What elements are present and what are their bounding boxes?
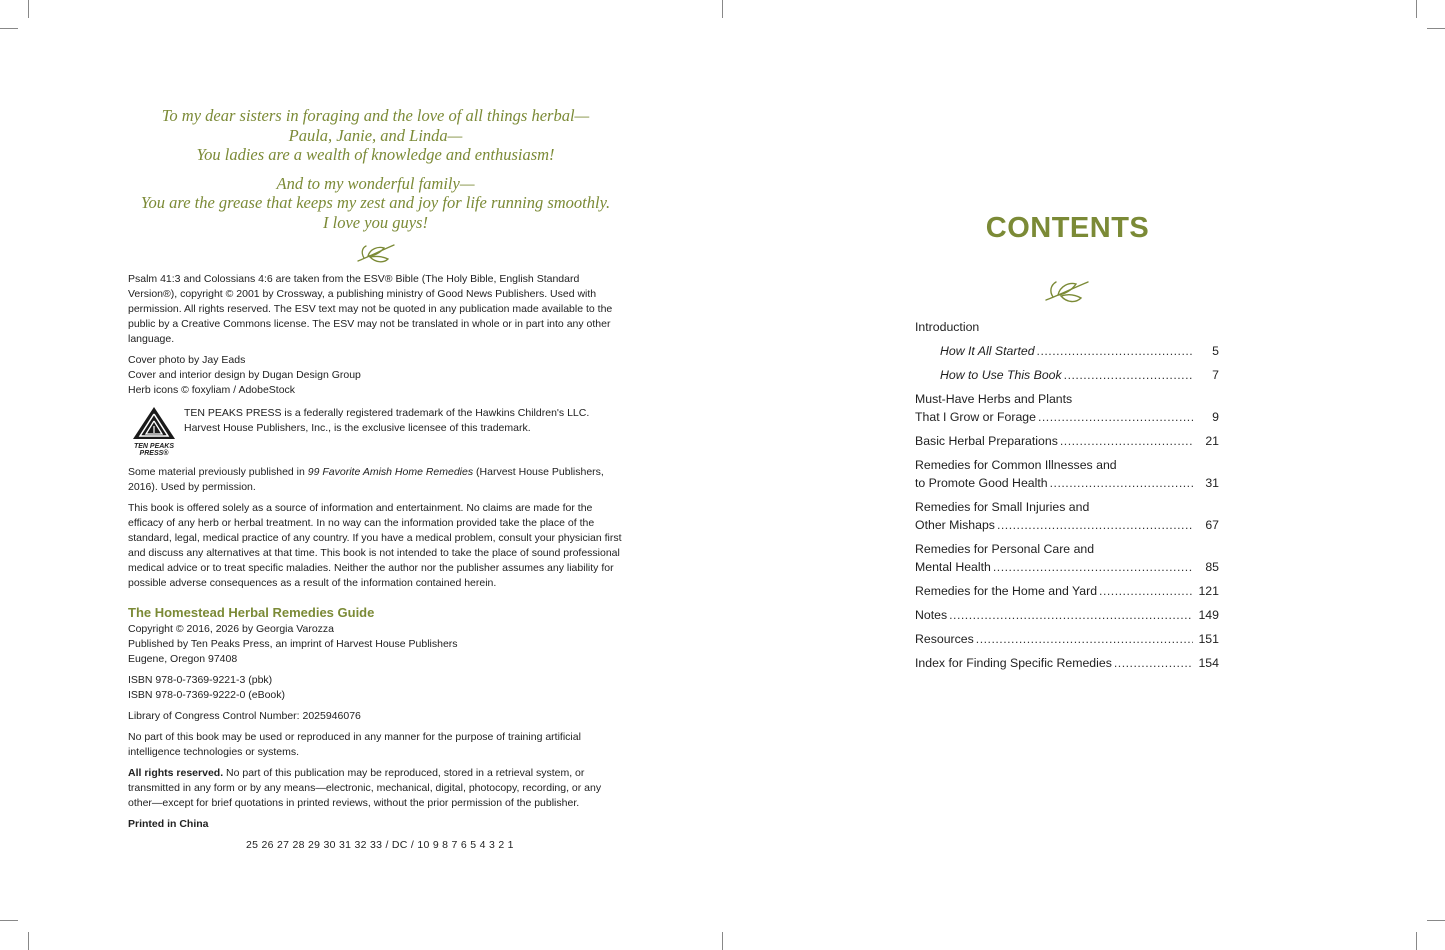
toc-page-number: 149 xyxy=(1198,608,1219,622)
trademark-block xyxy=(128,406,623,457)
toc-line xyxy=(915,474,1219,492)
toc-line xyxy=(915,516,1219,534)
credit-line: Herb icons © foxyliam / AdobeStock xyxy=(128,384,296,396)
toc-line xyxy=(940,366,1219,384)
toc-entry[interactable] xyxy=(915,630,1219,648)
toc-leader-dots xyxy=(949,606,1193,624)
dedication-line: Paula, Janie, and Linda— xyxy=(288,125,463,145)
toc-entry-title: Other Mishaps xyxy=(915,518,995,532)
publication-info xyxy=(128,622,623,667)
dedication-line: I love you guys! xyxy=(323,212,428,232)
toc-page-number: 67 xyxy=(1205,518,1219,532)
toc-entry[interactable] xyxy=(915,540,1219,576)
rights-bold: All rights reserved. xyxy=(128,767,224,779)
dedication-line: To my dear sisters in foraging and the love of all things herbal— xyxy=(161,106,590,125)
copyright-page xyxy=(128,272,623,853)
toc-entry-title: Introduction xyxy=(915,320,980,334)
toc-page-number: 5 xyxy=(1212,344,1219,358)
toc-leader-dots xyxy=(1060,432,1193,450)
toc-entry[interactable] xyxy=(915,654,1219,672)
toc-page-number: 7 xyxy=(1212,368,1219,382)
crop-mark xyxy=(1416,932,1417,950)
dedication-line: And to my wonderful family— xyxy=(276,173,475,193)
dedication xyxy=(128,106,623,265)
toc-line xyxy=(915,456,1219,474)
toc-entry[interactable] xyxy=(915,318,1219,336)
crop-mark xyxy=(0,28,18,29)
toc-line xyxy=(940,342,1219,360)
scripture-notice: Psalm 41:3 and Colossians 4:6 are taken from the ESV® Bible (The Holy Bible, English Standard Version®), copyright © 2001 by Crossway, a publishing ministry of Good News Publishers. Used with permission. All rights reserved. The ESV text may not be quoted in any publication made available to the public by a Creative Commons license. The ESV may not be translated in whole or in part into any other language. xyxy=(128,273,613,345)
dedication-paragraph xyxy=(128,106,623,165)
toc-leader-dots xyxy=(1114,654,1193,672)
toc-entry[interactable] xyxy=(915,366,1219,384)
previous-publication-notice xyxy=(128,465,623,495)
toc-leader-dots xyxy=(1038,408,1193,426)
credit-line: Cover photo by Jay Eads xyxy=(128,354,246,366)
crop-mark xyxy=(1416,0,1417,18)
toc-entry[interactable] xyxy=(915,606,1219,624)
toc-page-number: 154 xyxy=(1198,656,1219,670)
lccn: Library of Congress Control Number: 2025946076 xyxy=(128,710,361,722)
toc-leader-dots xyxy=(976,630,1193,648)
toc-line xyxy=(915,582,1219,600)
rights-notice xyxy=(128,766,623,811)
toc-entry[interactable] xyxy=(915,342,1219,360)
trademark-line: TEN PEAKS PRESS is a federally registered trademark of the Hawkins Children's LLC. xyxy=(184,407,590,419)
toc-leader-dots xyxy=(1099,582,1193,600)
dedication-line: You are the grease that keeps my zest and joy for life running smoothly. xyxy=(140,193,611,212)
toc-entry-title: Resources xyxy=(915,632,974,646)
toc-page-number: 21 xyxy=(1205,434,1219,448)
crop-mark xyxy=(28,932,29,950)
toc-page-number: 151 xyxy=(1198,632,1219,646)
toc-page-number: 121 xyxy=(1198,584,1219,598)
trademark-line: Harvest House Publishers, Inc., is the exclusive licensee of this trademark. xyxy=(184,422,531,434)
herb-leaf-icon xyxy=(354,241,398,265)
crop-mark xyxy=(722,0,723,18)
toc-entry-title: Notes xyxy=(915,608,948,622)
crop-mark xyxy=(28,0,29,18)
logo-caption: TEN PEAKS PRESS® xyxy=(133,443,175,457)
toc-line xyxy=(915,606,1219,624)
contents-title: CONTENTS xyxy=(985,212,1150,244)
toc-line xyxy=(915,408,1219,426)
toc-leader-dots xyxy=(997,516,1193,534)
toc-entry[interactable] xyxy=(915,498,1219,534)
toc-entry-title: Index for Finding Specific Remedies xyxy=(915,656,1112,670)
isbn-line: ISBN 978-0-7369-9222-0 (eBook) xyxy=(128,689,286,701)
dedication-line: You ladies are a wealth of knowledge and enthusiasm! xyxy=(196,145,555,164)
printline: 25 26 27 28 29 30 31 32 33 / DC / 10 9 8 7 6 5 4 3 2 1 xyxy=(246,839,514,851)
publication-line: Eugene, Oregon 97408 xyxy=(128,653,238,665)
toc-line xyxy=(915,390,1219,408)
credits xyxy=(128,353,623,398)
toc-entry[interactable] xyxy=(915,456,1219,492)
herb-leaf-icon xyxy=(1043,276,1091,306)
toc-line xyxy=(915,318,1219,336)
toc-page-number: 85 xyxy=(1205,560,1219,574)
toc-leader-dots xyxy=(993,558,1193,576)
toc-line xyxy=(915,540,1219,558)
credit-line: Cover and interior design by Dugan Design Group xyxy=(128,369,361,381)
disclaimer: This book is offered solely as a source of information and entertainment. No claims are made for the efficacy of any herb or herbal treatment. In no way can the information provided take the place of the standard, legal, medical practice of any country. If you have a medical problem, consult your physician first and discuss any alternatives at that time. This book is not intended to take the place of sound professional medical advice or to treat specific maladies. Neither the author nor the publisher assumes any liability for possible adverse consequences as a result of the information contained herein. xyxy=(128,502,622,589)
toc-entry[interactable] xyxy=(915,390,1219,426)
toc-entry-title: to Promote Good Health xyxy=(915,476,1048,490)
crop-mark xyxy=(1427,920,1445,921)
previous-pub-text: Some material previously published in xyxy=(128,466,308,478)
toc-line xyxy=(915,630,1219,648)
toc-entry-title: Remedies for Small Injuries and xyxy=(915,500,1090,514)
toc-entry-title: That I Grow or Forage xyxy=(915,410,1036,424)
crop-mark xyxy=(1427,28,1445,29)
toc-line xyxy=(915,654,1219,672)
toc-entry[interactable] xyxy=(915,582,1219,600)
dedication-paragraph xyxy=(128,174,623,233)
trademark-text xyxy=(180,406,589,436)
ten-peaks-logo xyxy=(128,406,180,457)
publication-line: Copyright © 2016, 2026 by Georgia Varozza xyxy=(128,623,334,635)
toc-entry-title: Remedies for the Home and Yard xyxy=(915,584,1098,598)
table-of-contents xyxy=(915,318,1219,678)
toc-line xyxy=(915,498,1219,516)
toc-entry-title: Mental Health xyxy=(915,560,991,574)
ai-notice: No part of this book may be used or reproduced in any manner for the purpose of training artificial intelligence technologies or systems. xyxy=(128,731,581,758)
toc-leader-dots xyxy=(1050,474,1193,492)
toc-line xyxy=(915,432,1219,450)
previous-pub-text: (Harvest House Publishers, 2016). Used by permission. xyxy=(128,466,604,493)
toc-line xyxy=(915,558,1219,576)
toc-entry-title: Remedies for Personal Care and xyxy=(915,542,1095,556)
printed-in: Printed in China xyxy=(128,818,209,830)
toc-leader-dots xyxy=(1037,342,1193,360)
rights-text: No part of this publication may be reproduced, stored in a retrieval system, or transmitted in any form or by any means—electronic, mechanical, digital, photocopy, recording, or any other—except for brief quotations in printed reviews, without the prior permission of the publisher. xyxy=(128,767,602,809)
toc-entry[interactable] xyxy=(915,432,1219,450)
isbn-block xyxy=(128,673,623,703)
toc-entry-title: Remedies for Common Illnesses and xyxy=(915,458,1117,472)
isbn-line: ISBN 978-0-7369-9221-3 (pbk) xyxy=(128,674,273,686)
toc-leader-dots xyxy=(1064,366,1193,384)
toc-entry-title: Must-Have Herbs and Plants xyxy=(915,392,1073,406)
toc-entry-title: How It All Started xyxy=(940,344,1035,358)
toc-entry-title: How to Use This Book xyxy=(940,368,1062,382)
ten-peaks-logo-icon xyxy=(131,406,177,440)
toc-entry-title: Basic Herbal Preparations xyxy=(915,434,1058,448)
crop-mark xyxy=(722,932,723,950)
toc-page-number: 31 xyxy=(1205,476,1219,490)
book-title: The Homestead Herbal Remedies Guide xyxy=(128,605,375,620)
toc-page-number: 9 xyxy=(1212,410,1219,424)
previous-pub-title: 99 Favorite Amish Home Remedies xyxy=(307,466,474,478)
publication-line: Published by Ten Peaks Press, an imprint of Harvest House Publishers xyxy=(128,638,458,650)
crop-mark xyxy=(0,920,18,921)
